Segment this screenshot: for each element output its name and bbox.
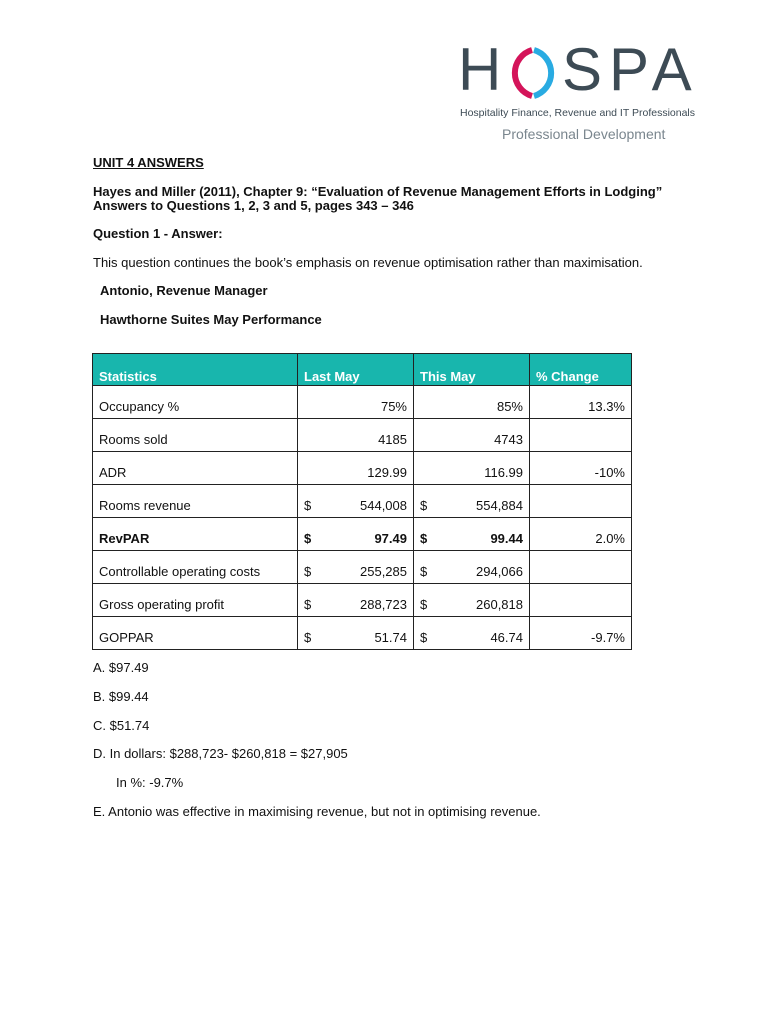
intro-text: This question continues the book’s emphasis on revenue optimisation rather than maximisation. bbox=[93, 255, 643, 270]
currency-symbol: $ bbox=[420, 597, 428, 612]
cell-change: -10% bbox=[530, 452, 632, 485]
table-row bbox=[93, 386, 632, 419]
logo-wordmark: H SPA bbox=[458, 36, 699, 103]
report-title: Hawthorne Suites May Performance bbox=[100, 312, 322, 327]
cell-this-may bbox=[414, 419, 530, 452]
cell-this-may bbox=[414, 518, 530, 551]
currency-symbol: $ bbox=[420, 564, 428, 579]
cell-last-may bbox=[298, 584, 414, 617]
cell-value: 544,008 bbox=[360, 498, 407, 513]
cell-statistic: GOPPAR bbox=[93, 617, 298, 650]
cell-statistic: Occupancy % bbox=[93, 386, 298, 419]
table-row bbox=[93, 617, 632, 650]
logo-tagline: Hospitality Finance, Revenue and IT Professionals bbox=[460, 107, 696, 119]
header-this-may: This May bbox=[414, 354, 530, 386]
currency-symbol: $ bbox=[420, 630, 428, 645]
performance-table bbox=[92, 353, 632, 650]
cell-value: 4743 bbox=[494, 432, 523, 447]
cell-this-may bbox=[414, 386, 530, 419]
cell-value: 4185 bbox=[378, 432, 407, 447]
cell-value: 129.99 bbox=[367, 465, 407, 480]
currency-symbol: $ bbox=[304, 531, 312, 546]
cell-last-may bbox=[298, 617, 414, 650]
header-last-may: Last May bbox=[298, 354, 414, 386]
currency-symbol: $ bbox=[420, 531, 428, 546]
cell-last-may bbox=[298, 419, 414, 452]
currency-symbol: $ bbox=[304, 597, 312, 612]
cell-value: 288,723 bbox=[360, 597, 407, 612]
header-statistics: Statistics bbox=[93, 354, 298, 386]
cell-value: 51.74 bbox=[374, 630, 407, 645]
table-row bbox=[93, 419, 632, 452]
cell-statistic: ADR bbox=[93, 452, 298, 485]
currency-symbol: $ bbox=[304, 630, 312, 645]
table-header-row bbox=[93, 354, 632, 386]
cell-last-may bbox=[298, 551, 414, 584]
table-row bbox=[93, 584, 632, 617]
cell-last-may bbox=[298, 485, 414, 518]
logo-o-ring-icon bbox=[458, 36, 720, 104]
currency-symbol: $ bbox=[420, 498, 428, 513]
table-row bbox=[93, 485, 632, 518]
cell-value: 260,818 bbox=[476, 597, 523, 612]
table-row bbox=[93, 452, 632, 485]
reference-line-2: Answers to Questions 1, 2, 3 and 5, pages 343 – 346 bbox=[93, 198, 414, 213]
cell-last-may bbox=[298, 386, 414, 419]
cell-change: -9.7% bbox=[530, 617, 632, 650]
cell-statistic: Gross operating profit bbox=[93, 584, 298, 617]
cell-change bbox=[530, 551, 632, 584]
header-change: % Change bbox=[530, 354, 632, 386]
cell-last-may bbox=[298, 452, 414, 485]
cell-value: 554,884 bbox=[476, 498, 523, 513]
cell-this-may bbox=[414, 617, 530, 650]
answer-b: B. $99.44 bbox=[93, 689, 149, 704]
person-line: Antonio, Revenue Manager bbox=[100, 283, 268, 298]
cell-value: 116.99 bbox=[484, 465, 523, 480]
answer-c: C. $51.74 bbox=[93, 718, 150, 733]
answer-d-percent: In %: -9.7% bbox=[116, 775, 184, 790]
cell-this-may bbox=[414, 551, 530, 584]
cell-change: 2.0% bbox=[530, 518, 632, 551]
hospa-logo bbox=[458, 36, 720, 150]
cell-value: 85% bbox=[496, 399, 523, 414]
reference-line-1: Hayes and Miller (2011), Chapter 9: “Evaluation of Revenue Management Efforts in Lodging” bbox=[93, 184, 663, 199]
cell-statistic: Rooms revenue bbox=[93, 485, 298, 518]
cell-change: 13.3% bbox=[530, 386, 632, 419]
answer-d: D. In dollars: $288,723- $260,818 = $27,905 bbox=[93, 746, 348, 761]
cell-statistic: Rooms sold bbox=[93, 419, 298, 452]
logo-subtitle: Professional Development bbox=[502, 126, 666, 142]
cell-change bbox=[530, 485, 632, 518]
cell-this-may bbox=[414, 485, 530, 518]
cell-value: 75% bbox=[380, 399, 407, 414]
question-heading: Question 1 - Answer: bbox=[93, 226, 223, 241]
table-row bbox=[93, 551, 632, 584]
cell-value: 46.74 bbox=[490, 630, 523, 645]
cell-change bbox=[530, 419, 632, 452]
cell-value: 255,285 bbox=[360, 564, 407, 579]
currency-symbol: $ bbox=[304, 564, 312, 579]
answer-e: E. Antonio was effective in maximising revenue, but not in optimising revenue. bbox=[93, 804, 541, 819]
table-row bbox=[93, 518, 632, 551]
cell-value: 99.44 bbox=[490, 531, 523, 546]
answer-a: A. $97.49 bbox=[93, 660, 149, 675]
cell-this-may bbox=[414, 452, 530, 485]
cell-statistic: Controllable operating costs bbox=[93, 551, 298, 584]
cell-value: 97.49 bbox=[374, 531, 407, 546]
cell-statistic: RevPAR bbox=[93, 518, 298, 551]
page-heading: UNIT 4 ANSWERS bbox=[93, 155, 204, 170]
currency-symbol: $ bbox=[304, 498, 312, 513]
cell-value: 294,066 bbox=[476, 564, 523, 579]
cell-last-may bbox=[298, 518, 414, 551]
cell-this-may bbox=[414, 584, 530, 617]
cell-change bbox=[530, 584, 632, 617]
